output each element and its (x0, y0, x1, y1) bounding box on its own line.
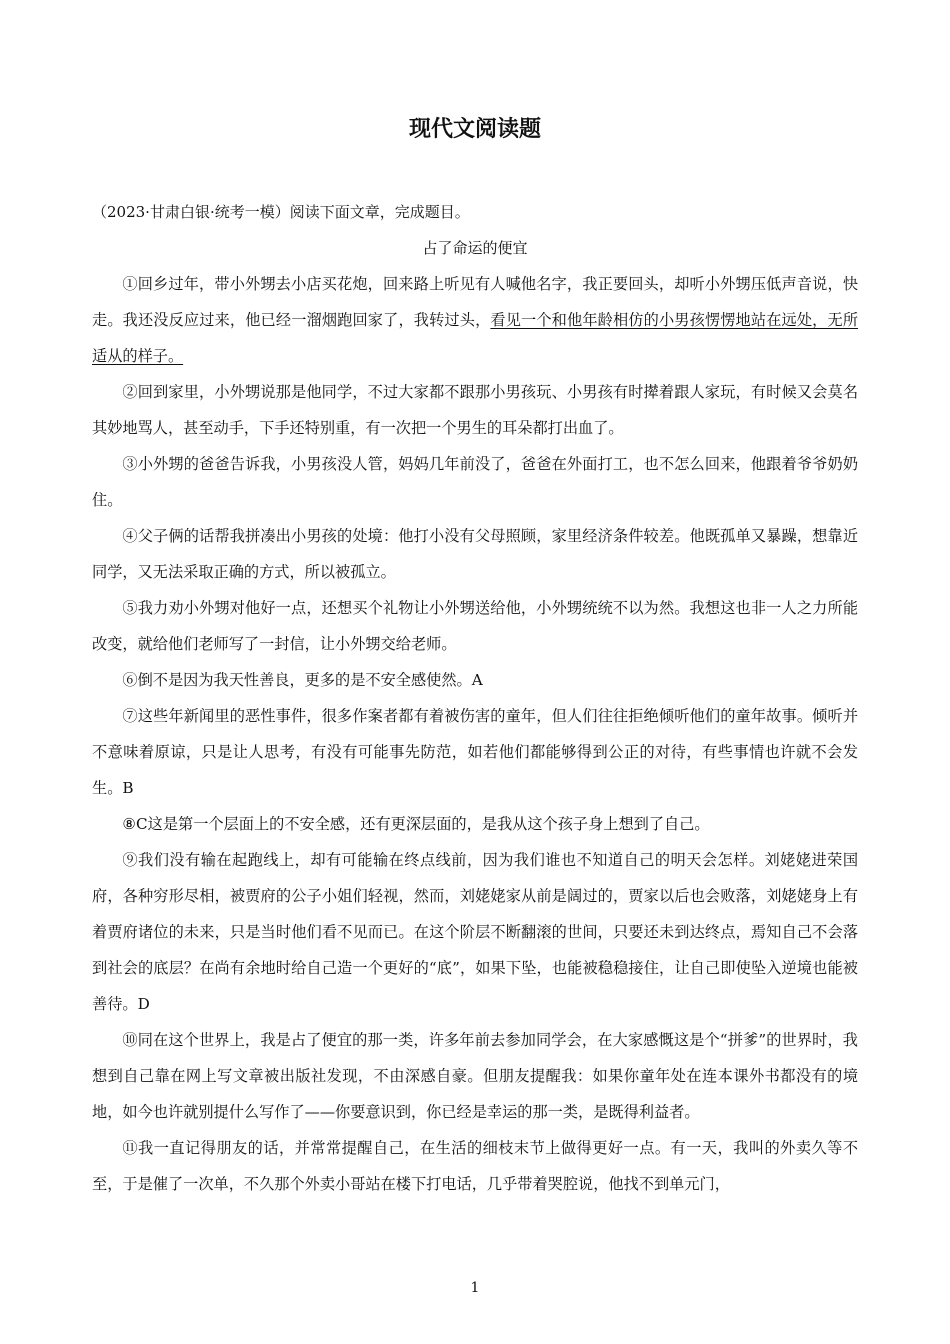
paragraph-text: ⑪我一直记得朋友的话，并常常提醒自己，在生活的细枝末节上做得更好一点。有一天，我叫的外卖久等不至，于是催了一次单，不久那个外卖小哥站在楼下打电话，几乎带着哭腔说，他找不到单元门， (92, 1139, 858, 1193)
page-number: 1 (470, 1280, 480, 1296)
article-title: 占了命运的便宜 (422, 239, 528, 257)
paragraph-text: ①回乡过年，带小外甥去小店买花炮，回来路上听见有人喊他名字，我正要回头，却听小外甥压低声音说，快走。我还没反应过来，他已经一溜烟跑回家了，我转过头， (92, 275, 858, 329)
article-paragraph (92, 1130, 858, 1202)
underlined-sentence: 看见一个和他年龄相仿的小男孩愣愣地站在远处，无所适从的样子。 (92, 311, 859, 365)
article-paragraph (92, 374, 858, 446)
article-paragraph (92, 446, 858, 518)
source-line: （2023·甘肃白银·统考一模）阅读下面文章，完成题目。 (92, 203, 470, 221)
article-paragraph (92, 1022, 858, 1130)
paragraph-text: ⑥倒不是因为我天性善良，更多的是不安全感使然。A (122, 671, 483, 689)
page-title: 现代文阅读题 (408, 117, 541, 142)
paragraph-text: ⑩同在这个世界上，我是占了便宜的那一类，许多年前去参加同学会，在大家感慨这是个“拼爹”的世界时，我想到自己靠在网上写文章被出版社发现，不由深感自豪。但朋友提醒我：如果你童年处在连本课外书都没有的境地，如今也许就别提什么写作了——你要意识到，你已经是幸运的那一类，是既得利益者。 (92, 1031, 858, 1121)
article-paragraph (92, 698, 858, 806)
paragraph-text: ⑤我力劝小外甥对他好一点，还想买个礼物让小外甥送给他，小外甥统统不以为然。我想这也非一人之力所能改变，就给他们老师写了一封信，让小外甥交给老师。 (92, 599, 858, 653)
article-paragraph (92, 662, 858, 698)
paragraph-text: ③小外甥的爸爸告诉我，小男孩没人管，妈妈几年前没了，爸爸在外面打工，也不怎么回来，他跟着爷爷奶奶住。 (92, 455, 858, 509)
article-paragraph (92, 842, 858, 1022)
paragraph-text: ④父子俩的话帮我拼凑出小男孩的处境：他打小没有父母照顾，家里经济条件较差。他既孤单又暴躁，想靠近同学，又无法采取正确的方式，所以被孤立。 (92, 527, 858, 581)
article-paragraph (92, 518, 858, 590)
paragraph-text: ②回到家里，小外甥说那是他同学，不过大家都不跟那小男孩玩、小男孩有时撵着跟人家玩，有时候又会莫名其妙地骂人，甚至动手，下手还特别重，有一次把一个男生的耳朵都打出血了。 (92, 383, 858, 437)
article-paragraph (92, 806, 858, 842)
article-paragraph (92, 266, 858, 374)
paragraph-text: ⑨我们没有输在起跑线上，却有可能输在终点线前，因为我们谁也不知道自己的明天会怎样。刘姥姥进荣国府，各种穷形尽相，被贾府的公子小姐们轻视，然而，刘姥姥家从前是阔过的，贾家以后也会败落，刘姥姥身上有着贾府诸位的未来，只是当时他们看不见而已。在这个阶层不断翻滚的世间，只要还未到达终点，焉知自己不会落到社会的底层？在尚有余地时给自己造一个更好的“底”，如果下坠，也能被稳稳接住，让自己即使坠入逆境也能被善待。D (92, 851, 858, 1013)
paragraph-text: ⑧C这是第一个层面上的不安全感，还有更深层面的，是我从这个孩子身上想到了自己。 (122, 815, 710, 833)
article-body (92, 266, 858, 1202)
article-paragraph (92, 590, 858, 662)
paragraph-text: ⑦这些年新闻里的恶性事件，很多作案者都有着被伤害的童年，但人们往往拒绝倾听他们的童年故事。倾听并不意味着原谅，只是让人思考，有没有可能事先防范，如若他们都能够得到公正的对待，有些事情也许就不会发生。B (92, 707, 858, 797)
